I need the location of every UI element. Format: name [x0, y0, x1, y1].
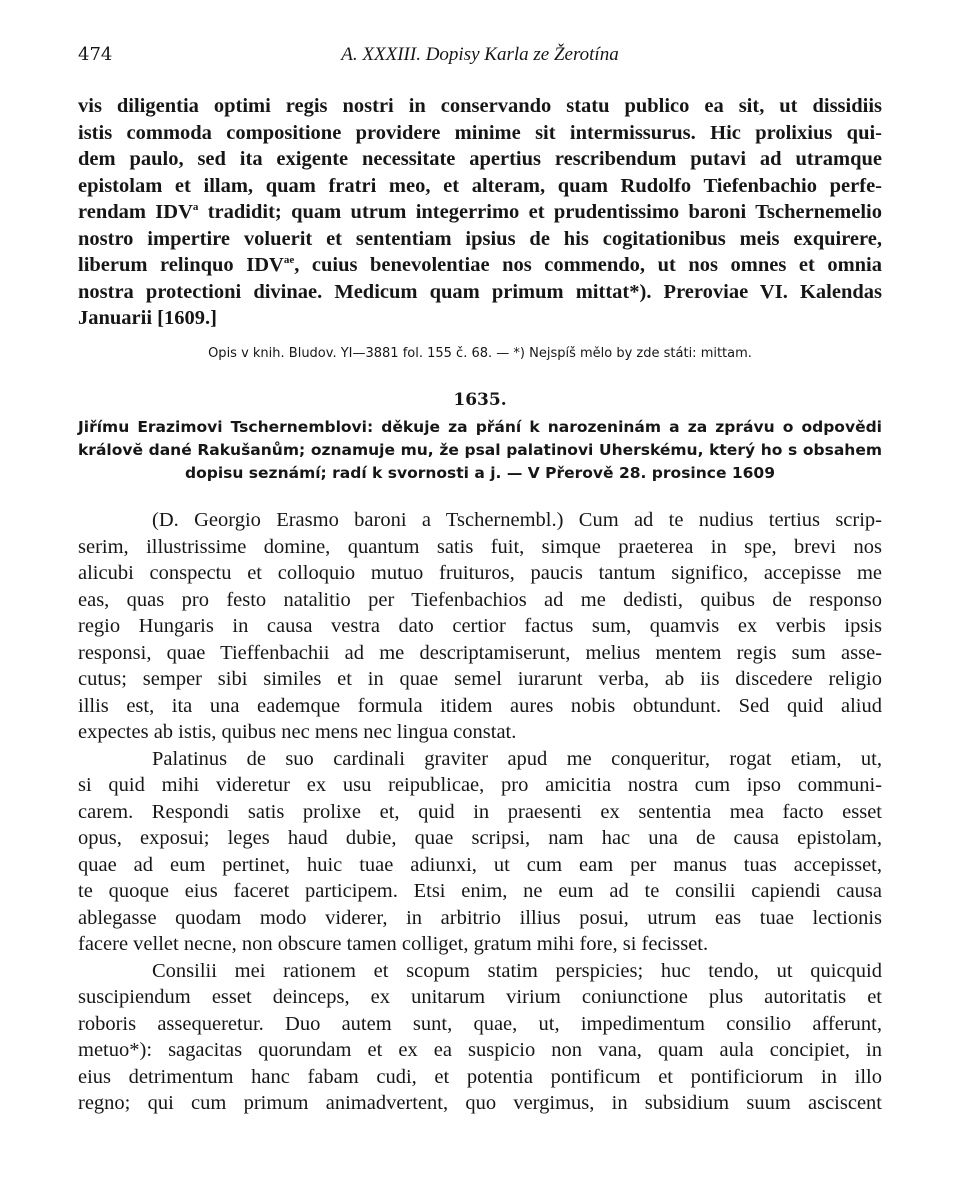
text-line: vis diligentia optimi regis nostri in conservando statu publico ea sit, ut dissidiis	[78, 95, 882, 117]
text-line: epistolam et illam, quam fratri meo, et alteram, quam Rudolfo Tiefenbachio perfe-	[78, 174, 882, 197]
top-paragraph	[78, 93, 882, 332]
document-number: 1635.	[453, 390, 507, 410]
superscript: a	[192, 201, 199, 214]
text-line: responsi, quae Tieffenbachii ad me descriptamiserunt, melius mentem regis sum asse-	[78, 641, 882, 664]
text-line: alicubi conspectu et colloquio mutuo fruituros, paucis tantum significo, accepisse me	[78, 562, 882, 584]
text-line: te quoque eius faceret participem. Etsi enim, ne eum ad te consilii capiendi causa	[78, 880, 882, 902]
text-line: cutus; semper sibi similes et in quae semel iurarunt verba, ab iis discedere religio	[78, 668, 882, 690]
regest-line: královĕ dané Rakušanům; oznamuje mu, že psal palatinovi Uherskému, který ho s obsahem	[78, 441, 882, 459]
text-line: regio Hungaris in causa vestra dato certior factus sum, quamvis ex verbis ipsis	[78, 615, 882, 637]
text-line: expectes ab istis, quibus nec mens nec lingua constat.	[78, 721, 517, 743]
text-line: opus, exposui; leges haud dubie, quae scripsi, nam hac una de causa epistolam,	[78, 827, 882, 849]
text-line: metuo*): sagacitas quorundam et ex ea suspicio non vana, quam aula concipiet, in	[78, 1039, 882, 1061]
text-line: carem. Respondi satis prolixe et, quid in praesenti ex sententia mea facto esset	[78, 800, 882, 823]
source-footnote: Opis v knih. Bludov. YI—3881 fol. 155 č. 68. — *) Nejspíš mělo by zde státi: mittam.	[208, 346, 752, 361]
text-line: eius detrimentum hanc fabam cudi, et potentia pontificum et pontificiorum in illo	[78, 1065, 882, 1088]
text-line: istis commoda compositione providere minime sit intermissurus. Hic prolixius qui-	[78, 121, 882, 144]
text-line: nostro impertire voluerit et sententiam ipsius de his cogitationibus meis exquirere,	[78, 227, 882, 250]
regest-line: dopisu seznámí; radí k svornosti a j. — V Přerově 28. prosince 1609	[185, 464, 775, 482]
text-line: regno; qui cum primum animadvertent, quo vergimus, in subsidium suum asciscent	[78, 1092, 882, 1114]
text-line: Palatinus de suo cardinali graviter apud me conqueritur, rogat etiam, ut,	[152, 747, 882, 770]
text-line-with-superscript: liberum relinquo $IDV^{ae}$, cuius benevolentiae nos commendo, ut nos omnes et omnia	[78, 254, 882, 276]
regest	[78, 416, 882, 485]
regest-line: Jiřímu Erazimovi Tschernemblovi: děkuje za přání k narozeninám a za zprávu o odpovědi	[78, 418, 882, 436]
text-line: Consilii mei rationem et scopum statim perspicies; huc tendo, ut quicquid	[152, 959, 882, 982]
text-line: (D. Georgio Erasmo baroni a Tschernembl.) Cum ad te nudius tertius scrip-	[152, 509, 882, 531]
running-title: A. XXXIII. Dopisy Karla ze Žerotína	[341, 44, 619, 65]
text-line: nostra protectioni divinae. Medicum quam primum mittat*). Preroviae VI. Kalendas	[78, 280, 882, 303]
text-line: Januarii [1609.]	[78, 307, 217, 329]
text-line: eas, quas pro festo natalitio per Tiefenbachios ad me dedisti, quibus de responso	[78, 588, 882, 611]
text-line: suscipiendum esset deinceps, ex unitarum virium coniunctione plus autoritatis et	[78, 986, 882, 1008]
text-line: dem paulo, sed ita exigente necessitate apertius rescribendum putavi ad utramque	[78, 148, 882, 170]
text-line: roboris assequeretur. Duo autem sunt, quae, ut, impedimentum consilio afferunt,	[78, 1012, 882, 1035]
page-number: 474	[78, 44, 113, 65]
letter-body	[78, 507, 882, 1117]
text-line-with-superscript: rendam IDV$^a$ tradidit; quam utrum integerrimo et prudentissimo baroni Tschernemelio	[78, 201, 882, 223]
text-line: serim, illustrissime domine, quantum satis fuit, simque praeterea in spe, brevi nos	[78, 535, 882, 558]
text-line: facere vellet necne, non obscure tamen colliget, gratum mihi fore, si fecisset.	[78, 933, 709, 955]
text-line: quae ad eum pertinet, huic tuae adiunxi, ut cum eam per manus tuas accepisset,	[78, 853, 882, 876]
text-line: si quid mihi videretur ex usu reipublicae, pro amicitia nostra cum ipso communi-	[78, 774, 882, 796]
running-head	[78, 44, 882, 70]
text-line: ablegasse quodam modo viderer, in arbitrio illius posui, utrum eas tuae lectionis	[78, 906, 882, 929]
text-line: illis est, ita una eademque formula itidem aures nobis obtundunt. Sed quid aliud	[78, 694, 882, 717]
superscript: ae	[283, 254, 295, 267]
